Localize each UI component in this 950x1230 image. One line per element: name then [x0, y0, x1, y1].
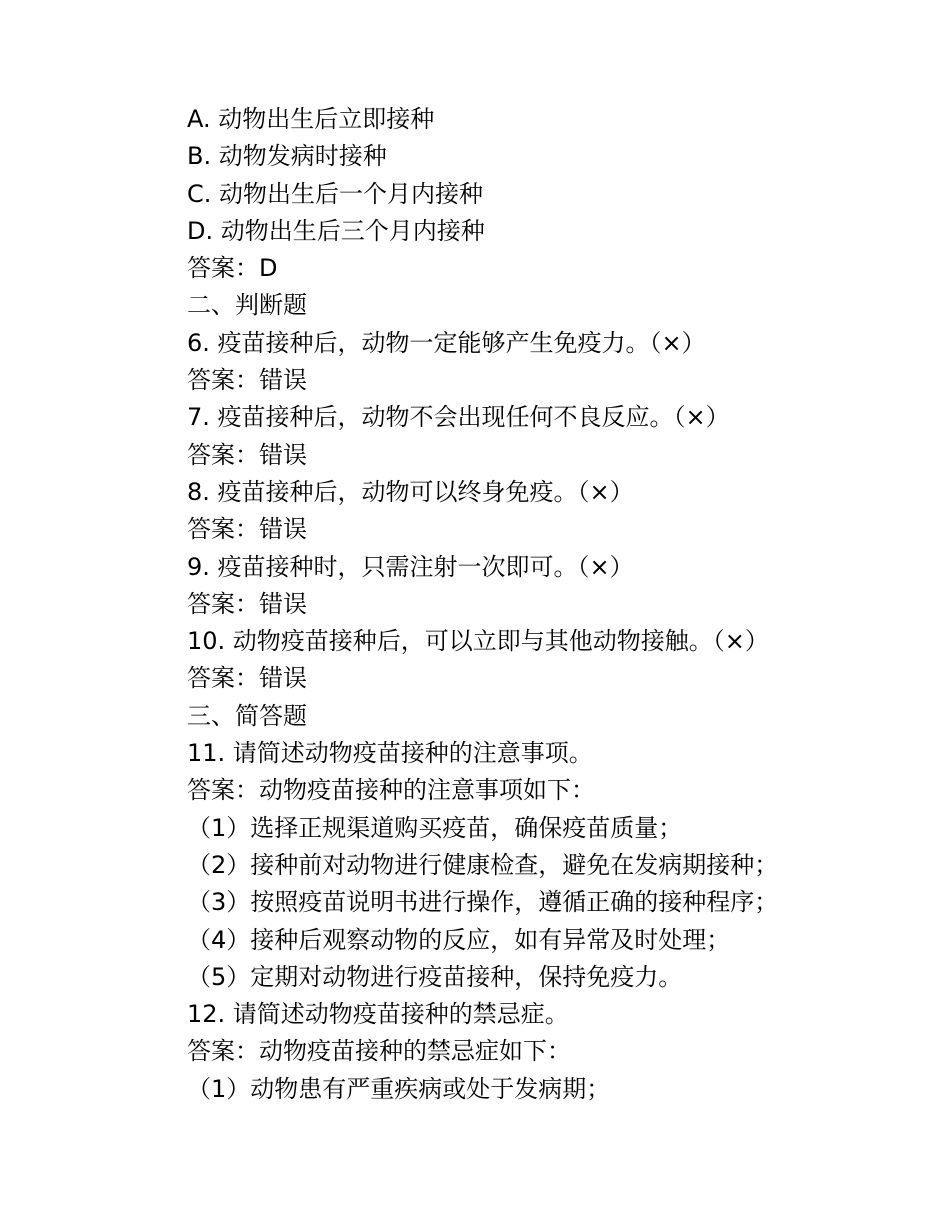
answer-11-item-5: （5）定期对动物进行疫苗接种，保持免疫力。	[187, 962, 683, 991]
question-11: 11. 请简述动物疫苗接种的注意事项。	[187, 739, 593, 768]
answer-6: 答案：错误	[187, 366, 307, 395]
section-heading-true-false: 二、判断题	[187, 291, 307, 320]
answer-12-intro: 答案：动物疫苗接种的禁忌症如下：	[187, 1037, 571, 1066]
answer-9: 答案：错误	[187, 589, 307, 618]
question-7: 7. 疫苗接种后，动物不会出现任何不良反应。（×）	[187, 403, 730, 432]
answer-11-item-4: （4）接种后观察动物的反应，如有异常及时处理；	[187, 925, 731, 954]
option-c: C. 动物出生后一个月内接种	[187, 179, 484, 208]
answer-11-item-1: （1）选择正规渠道购买疫苗，确保疫苗质量；	[187, 813, 683, 842]
answer-12-item-1: （1）动物患有严重疾病或处于发病期；	[187, 1074, 611, 1103]
answer-10: 答案：错误	[187, 664, 307, 693]
question-6: 6. 疫苗接种后，动物一定能够产生免疫力。（×）	[187, 328, 706, 357]
answer-8: 答案：错误	[187, 515, 307, 544]
section-heading-short-answer: 三、简答题	[187, 701, 307, 730]
question-8: 8. 疫苗接种后，动物可以终身免疫。（×）	[187, 477, 634, 506]
question-10: 10. 动物疫苗接种后，可以立即与其他动物接触。（×）	[187, 627, 769, 656]
document-page	[187, 101, 907, 1108]
answer-11-item-3: （3）按照疫苗说明书进行操作，遵循正确的接种程序；	[187, 888, 779, 917]
option-b: B. 动物发病时接种	[187, 142, 387, 171]
answer-7: 答案：错误	[187, 440, 307, 469]
option-d: D. 动物出生后三个月内接种	[187, 216, 485, 245]
answer-11-intro: 答案：动物疫苗接种的注意事项如下：	[187, 776, 595, 805]
question-9: 9. 疫苗接种时，只需注射一次即可。（×）	[187, 552, 634, 581]
answer-5: 答案：D	[187, 254, 278, 283]
answer-11-item-2: （2）接种前对动物进行健康检查，避免在发病期接种；	[187, 850, 779, 879]
option-a: A. 动物出生后立即接种	[187, 105, 435, 133]
question-12: 12. 请简述动物疫苗接种的禁忌症。	[187, 1000, 569, 1029]
